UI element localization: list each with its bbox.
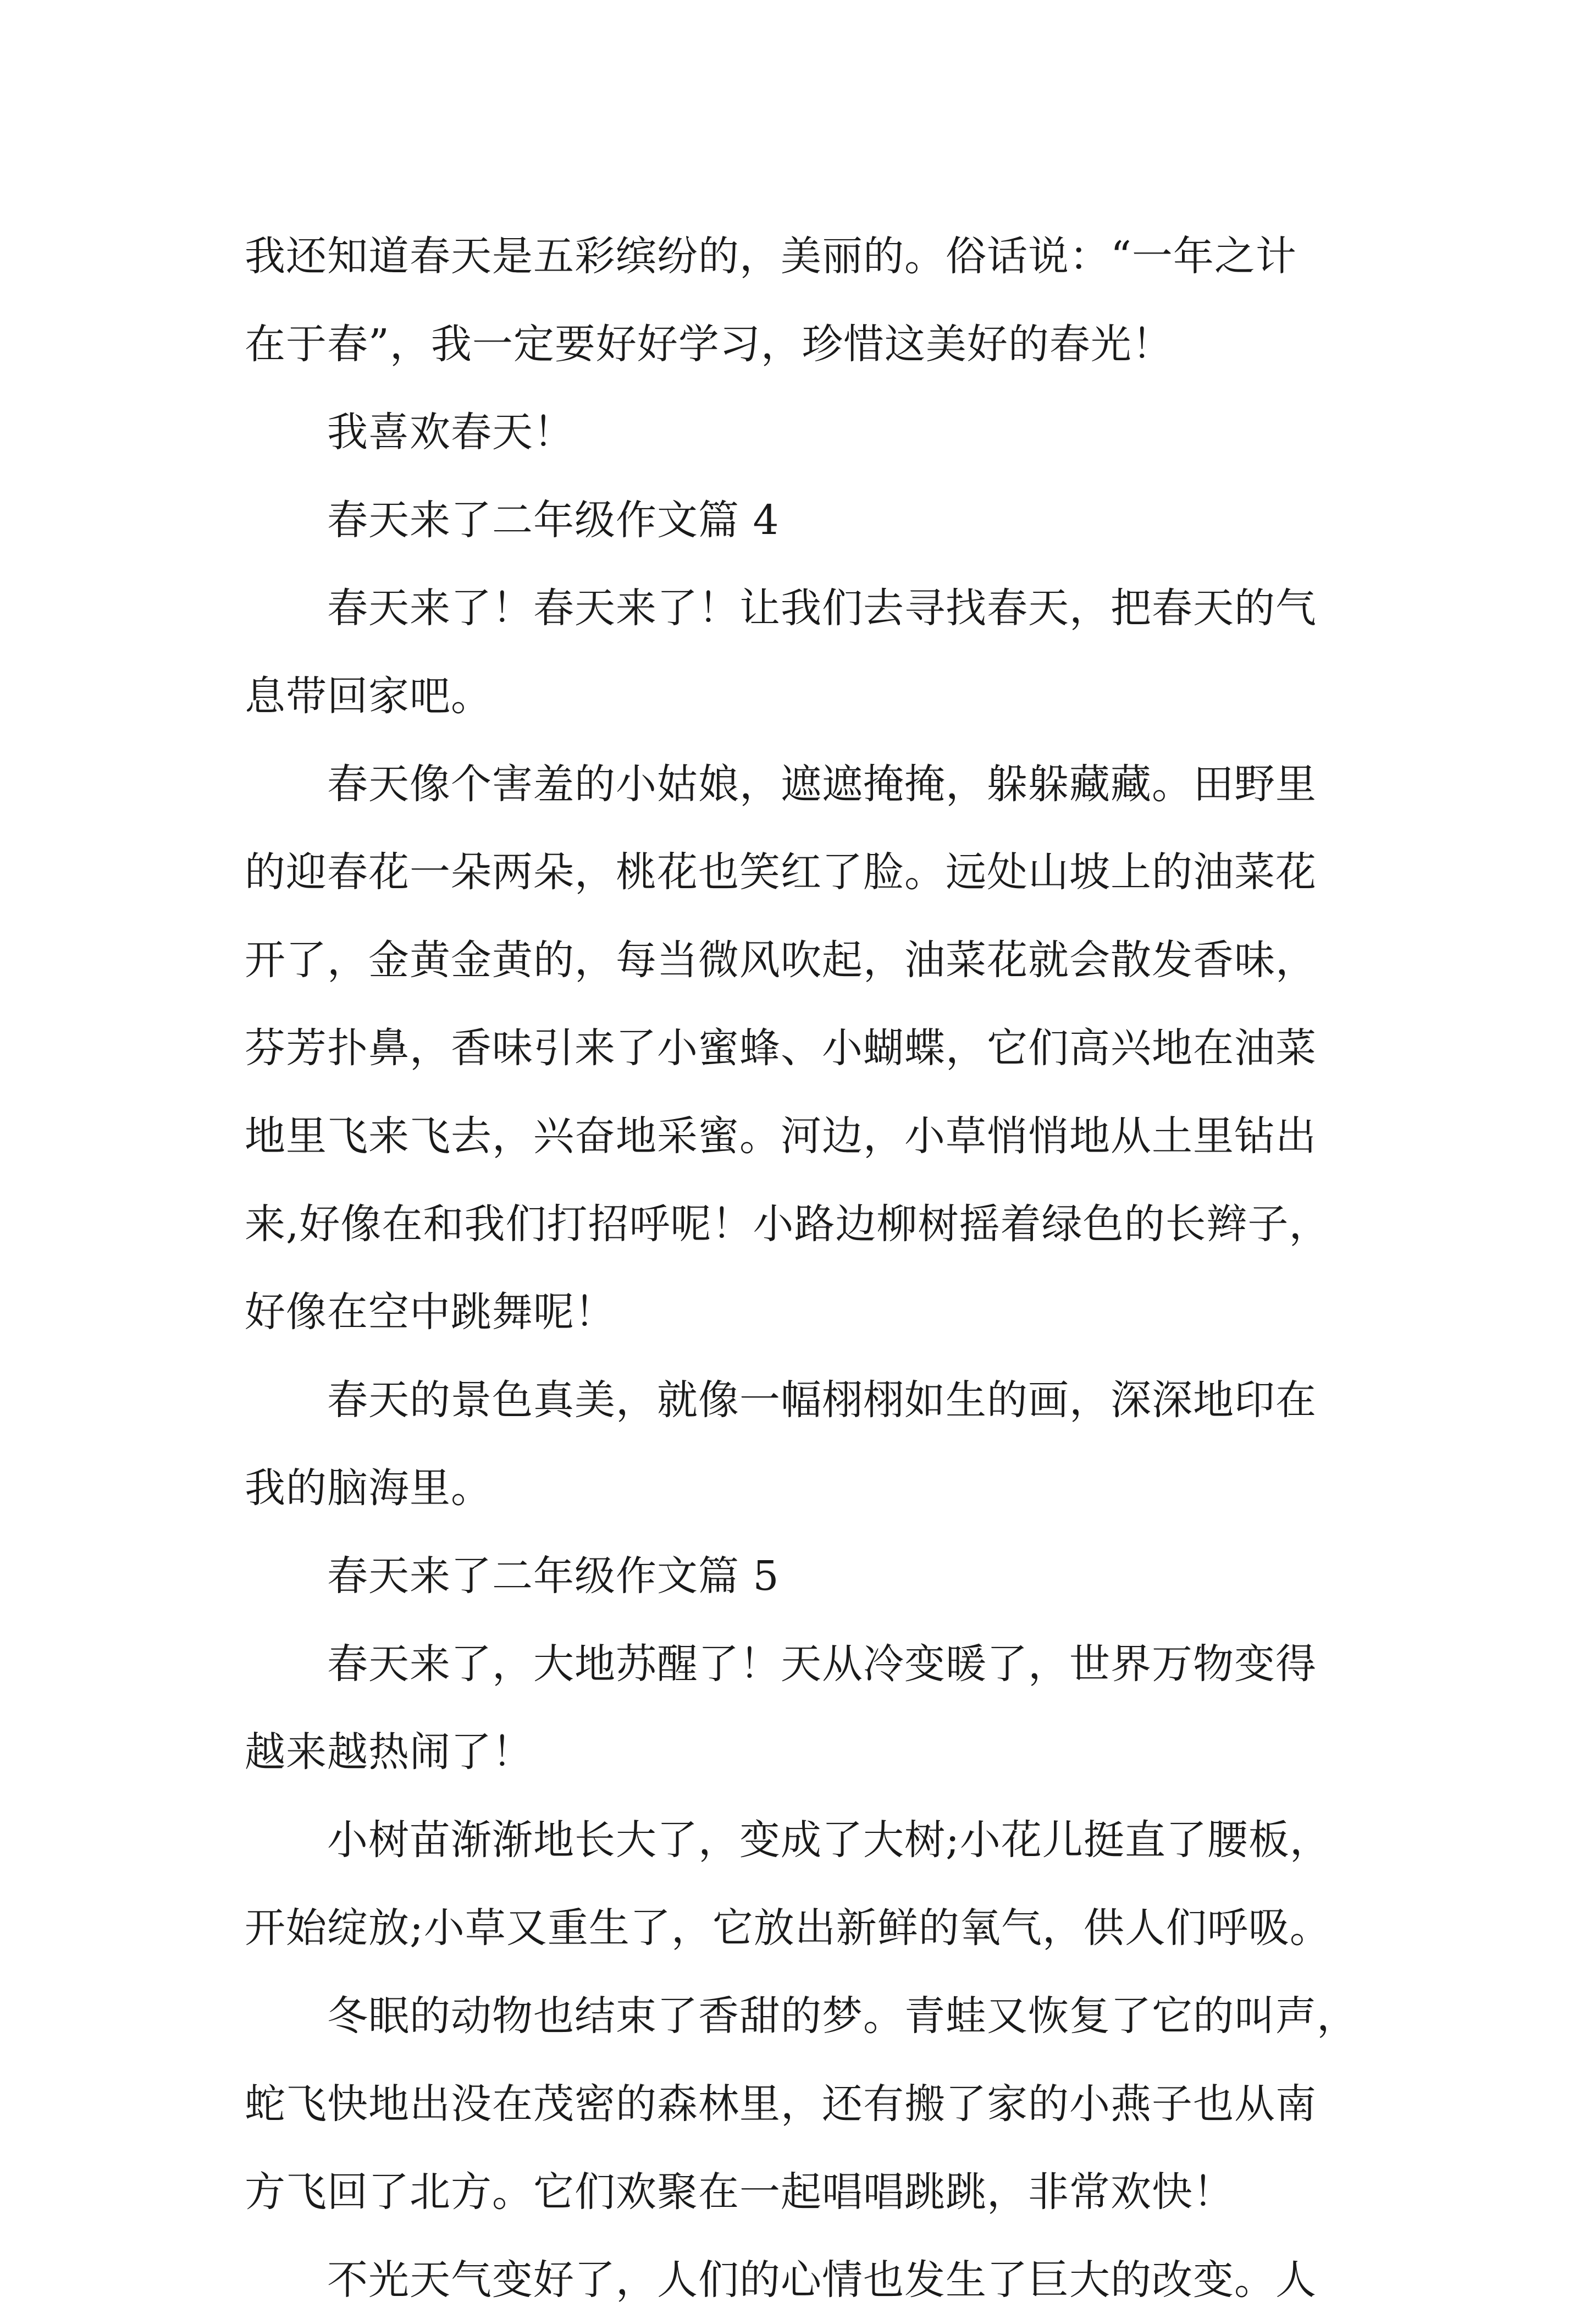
text-line-15: 我的脑海里。 [245, 1464, 492, 1512]
section-heading-5: 春天来了二年级作文篇 5 [327, 1552, 780, 1600]
text-line-8: 的迎春花一朵两朵，桃花也笑红了脸。远处山坡上的油菜花 [245, 849, 1317, 896]
text-line-19: 小树苗渐渐地长大了，变成了大树;小花儿挺直了腰板， [327, 1816, 1331, 1864]
text-line-23: 方飞回了北方。它们欢聚在一起唱唱跳跳，非常欢快！ [245, 2168, 1234, 2216]
text-line-9: 开了，金黄金黄的，每当微风吹起，油菜花就会散发香味， [245, 937, 1317, 984]
text-line-2: 在于春”，我一定要好好学习，珍惜这美好的春光！ [245, 321, 1173, 368]
section-heading-4: 春天来了二年级作文篇 4 [327, 497, 780, 544]
text-line-18: 越来越热闹了！ [245, 1728, 533, 1776]
text-line-5: 春天来了！春天来了！让我们去寻找春天，把春天的气 [327, 585, 1317, 632]
text-line-22: 蛇飞快地出没在茂密的森林里，还有搬了家的小燕子也从南 [245, 2080, 1317, 2128]
text-line-24: 不光天气变好了，人们的心情也发生了巨大的改变。人 [327, 2256, 1317, 2304]
text-line-20: 开始绽放;小草又重生了，它放出新鲜的氧气，供人们呼吸。 [245, 1904, 1331, 1952]
document-body [245, 212, 1361, 2324]
text-line-12: 来,好像在和我们打招呼呢！小路边柳树摇着绿色的长辫子， [245, 1200, 1330, 1248]
text-line-6: 息带回家吧。 [245, 673, 492, 720]
text-line-10: 芬芳扑鼻，香味引来了小蜜蜂、小蝴蝶，它们高兴地在油菜 [245, 1025, 1317, 1072]
text-line-3: 我喜欢春天！ [327, 409, 574, 456]
text-line-7: 春天像个害羞的小姑娘，遮遮掩掩，躲躲藏藏。田野里 [327, 761, 1317, 808]
text-line-13: 好像在空中跳舞呢！ [245, 1288, 616, 1336]
text-line-17: 春天来了，大地苏醒了！天从冷变暖了，世界万物变得 [327, 1640, 1317, 1688]
text-line-1: 我还知道春天是五彩缤纷的，美丽的。俗话说：“一年之计 [245, 233, 1297, 280]
text-line-14: 春天的景色真美，就像一幅栩栩如生的画，深深地印在 [327, 1376, 1317, 1424]
text-line-21: 冬眠的动物也结束了香甜的梦。青蛙又恢复了它的叫声， [327, 1992, 1358, 2040]
text-line-11: 地里飞来飞去，兴奋地采蜜。河边，小草悄悄地从土里钻出 [245, 1113, 1317, 1160]
